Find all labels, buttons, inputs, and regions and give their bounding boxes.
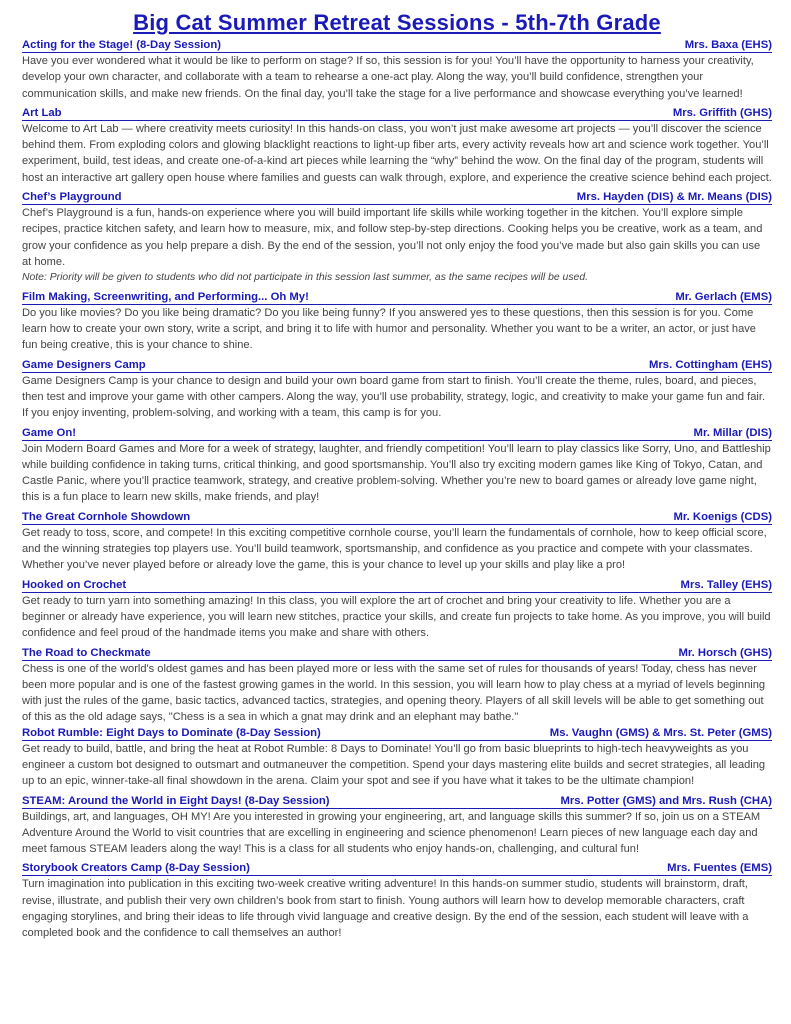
session-title-link[interactable]: Film Making, Screenwriting, and Performing... Oh My!: [22, 290, 309, 303]
session-header: [22, 106, 772, 121]
session-teacher: Mrs. Fuentes (EMS): [667, 862, 772, 875]
document-page: [22, 10, 772, 942]
session-header: [22, 510, 772, 525]
session-header: [22, 646, 772, 661]
session-description: Chess is one of the world's oldest games and has been played more or less with the same set of rules for thousands of years! Today, chess has never been more popular and is one of the fastest growing games in the world. In this session, you will learn how to play chess at a myriad of levels beginning with just the rules of the game, basic tactics, advanced tactics, strategies, and opening theory. Players of all skill levels will be able to get something out of this as the old adage says, "Chess is a sea in which a gnat may drink and an elephant may bathe.": [22, 662, 766, 724]
session-header: [22, 38, 772, 53]
session-title-link[interactable]: The Great Cornhole Showdown: [22, 510, 191, 523]
session-description: Get ready to turn yarn into something amazing! In this class, you will explore the art of crochet and bring your creativity to life. Whether you are a beginner or already have experience, you will learn new stitches, practice your skills, and create fun projects to take home. As you improve, you will build confidence and feel proud of the handmade items you make and share with others.: [22, 594, 771, 640]
session-header: [22, 190, 772, 205]
session-description: Chef’s Playground is a fun, hands-on experience where you will build important life skills while working together in the kitchen. You’ll explore simple recipes, practice kitchen safety, and learn how to measure, mix, and follow step-by-step directions. Cooking helps you be creative, work as a team, and grow your confidence as you help prepare a dish. By the end of the session, you’ll not only enjoy the food you’ve made but also gain skills you can use at home.: [22, 207, 763, 268]
session-title-link[interactable]: Robot Rumble: Eight Days to Dominate (8-Day Session): [22, 726, 321, 739]
session-header: [22, 426, 772, 441]
session-teacher: Mrs. Cottingham (EHS): [648, 358, 772, 371]
session-description: Do you like movies? Do you like being dramatic? Do you like being funny? If you answered yes to these questions, then this session is for you. Come learn how to create your own story, write a script, and bring it to life with humor and personality. Whether you want to be a writer, an actor, or just have fun being creative, this is your chance to shine.: [22, 306, 756, 352]
session-title-link[interactable]: Art Lab: [22, 106, 62, 119]
session-teacher: Mr. Horsch (GHS): [678, 646, 772, 659]
session-title-link[interactable]: Chef’s Playground: [22, 191, 122, 204]
session-description: Have you ever wondered what it would be like to perform on stage? If so, this session is for you! You’ll have the opportunity to harness your creativity, develop your own character, and collaborate with a team to rehearse a one-act play. Along the way, you’ll build confidence, strengthen your communication skills, and make new friends. On the final day, you’ll take the stage for a live performance and showcase everything you’ve learned!: [22, 55, 754, 100]
session-teacher: Mrs. Griffith (GHS): [672, 106, 772, 119]
session-steam: [22, 794, 772, 858]
session-title-link[interactable]: STEAM: Around the World in Eight Days! (8-Day Session): [22, 794, 330, 807]
session-checkmate: [22, 646, 772, 726]
session-description: Game Designers Camp is your chance to design and build your own board game from start to finish. You’ll create the theme, rules, board, and pieces, then test and improve your game with other campers. Along the way, you’ll use probability, strategy, logic, and creativity to make your game fun and fair. If you enjoy inventing, problem-solving, and working with a team, this camp is for you.: [22, 374, 766, 420]
session-header: [22, 358, 772, 373]
session-description: Buildings, art, and languages, OH MY! Are you interested in growing your engineering, art, and language skills this summer? If so, join us on a STEAM Adventure Around the World to visit countries that are excelling in engineering and science phenomenon! Learn pieces of new language each day and meet famous STEAM leaders along the way! This is a class for all students who enjoy hands-on, challenging, and cultural fun!: [22, 810, 761, 856]
session-header: [22, 726, 772, 741]
session-teacher: Mrs. Potter (GMS) and Mrs. Rush (CHA): [560, 794, 772, 807]
session-teacher: Ms. Vaughn (GMS) & Mrs. St. Peter (GMS): [549, 726, 772, 739]
session-game-on: [22, 426, 772, 506]
session-cornhole: [22, 510, 772, 574]
session-teacher: Mrs. Talley (EHS): [680, 578, 772, 591]
session-title-link[interactable]: Hooked on Crochet: [22, 578, 127, 591]
session-description: Turn imagination into publication in this exciting two-week creative writing adventure! In this hands-on summer studio, students will brainstorm, draft, revise, illustrate, and publish their very own children’s book from start to finish. Young authors will learn how to develop memorable characters, craft engaging storylines, and bring their ideas to life through vivid language and creative design. By the end of the session, each student will leave with a completed book and the confidence to call themselves an author!: [22, 878, 749, 940]
session-title-link[interactable]: Game On!: [22, 426, 76, 439]
session-acting: [22, 38, 772, 102]
session-robot-rumble: [22, 726, 772, 790]
session-description: Get ready to toss, score, and compete! In this exciting competitive cornhole course, you’ll learn the fundamentals of cornhole, how to keep official score, and the winning strategies top players use. You’ll build teamwork, sportsmanship, and confidence as you practice and compete with your classmates. Whether you’ve never played before or already love the game, this is your chance to level up your skills and play like a pro!: [22, 526, 767, 572]
page-title: Big Cat Summer Retreat Sessions - 5th-7th Grade: [133, 10, 661, 35]
session-note: Note: Priority will be given to students who did not participate in this session last summer, as the same recipes will be used.: [22, 272, 588, 284]
session-teacher: Mr. Koenigs (CDS): [673, 510, 772, 523]
session-film-making: [22, 290, 772, 354]
session-teacher: Mrs. Baxa (EHS): [684, 39, 772, 51]
session-title-link[interactable]: Game Designers Camp: [22, 358, 146, 371]
session-teacher: Mr. Gerlach (EMS): [675, 290, 772, 303]
session-description: Get ready to build, battle, and bring the heat at Robot Rumble: 8 Days to Dominate! You’ll go from basic blueprints to high-tech heavyweights as you engineer a custom bot designed to outsmart and outmaneuver the competition. Spend your days mastering elite builds and secret strategies, all leading up to an epic, winner-take-all final showdown in the arena. Claim your spot and see if you have what it takes to be the ultimate champion!: [22, 742, 766, 788]
session-description: Join Modern Board Games and More for a week of strategy, laughter, and friendly competition! You’ll learn to play classics like Sorry, Uno, and Battleship while building confidence in taking turns, critical thinking, and good sportsmanship. You’ll also try exciting modern games like King of Tokyo, Catan, and Castle Panic, where you’ll practice teamwork, strategy, and creative problem-solving. Whether you’re new to board games or already love game night, this is a fun place to learn new skills, make friends, and play!: [22, 442, 771, 504]
session-title-link[interactable]: The Road to Checkmate: [22, 646, 151, 659]
session-chefs-playground: [22, 190, 772, 286]
session-game-designers: [22, 358, 772, 422]
session-art-lab: [22, 106, 772, 186]
session-description: Welcome to Art Lab — where creativity meets curiosity! In this hands-on class, you won’t just make awesome art projects — you’ll discover the science behind them. From exploding colors and glowing blacklight reactions to light-up fiber arts, every activity reveals how art and science work together. You’ll experiment, build, test ideas, and create one-of-a-kind art pieces while learning the “why” behind the wow. On the final day of the program, students will host an interactive art gallery open house where families and guests can walk through, explore, and experience the creative science behind each project.: [22, 122, 772, 184]
session-crochet: [22, 578, 772, 642]
session-storybook: [22, 861, 772, 941]
session-header: [22, 861, 772, 876]
session-header: [22, 794, 772, 809]
session-title-link[interactable]: Acting for the Stage! (8-Day Session): [22, 39, 221, 51]
session-title-link[interactable]: Storybook Creators Camp (8-Day Session): [22, 862, 250, 875]
session-header: [22, 290, 772, 305]
session-header: [22, 578, 772, 593]
session-teacher: Mrs. Hayden (DIS) & Mr. Means (DIS): [576, 191, 772, 204]
session-teacher: Mr. Millar (DIS): [693, 426, 772, 439]
